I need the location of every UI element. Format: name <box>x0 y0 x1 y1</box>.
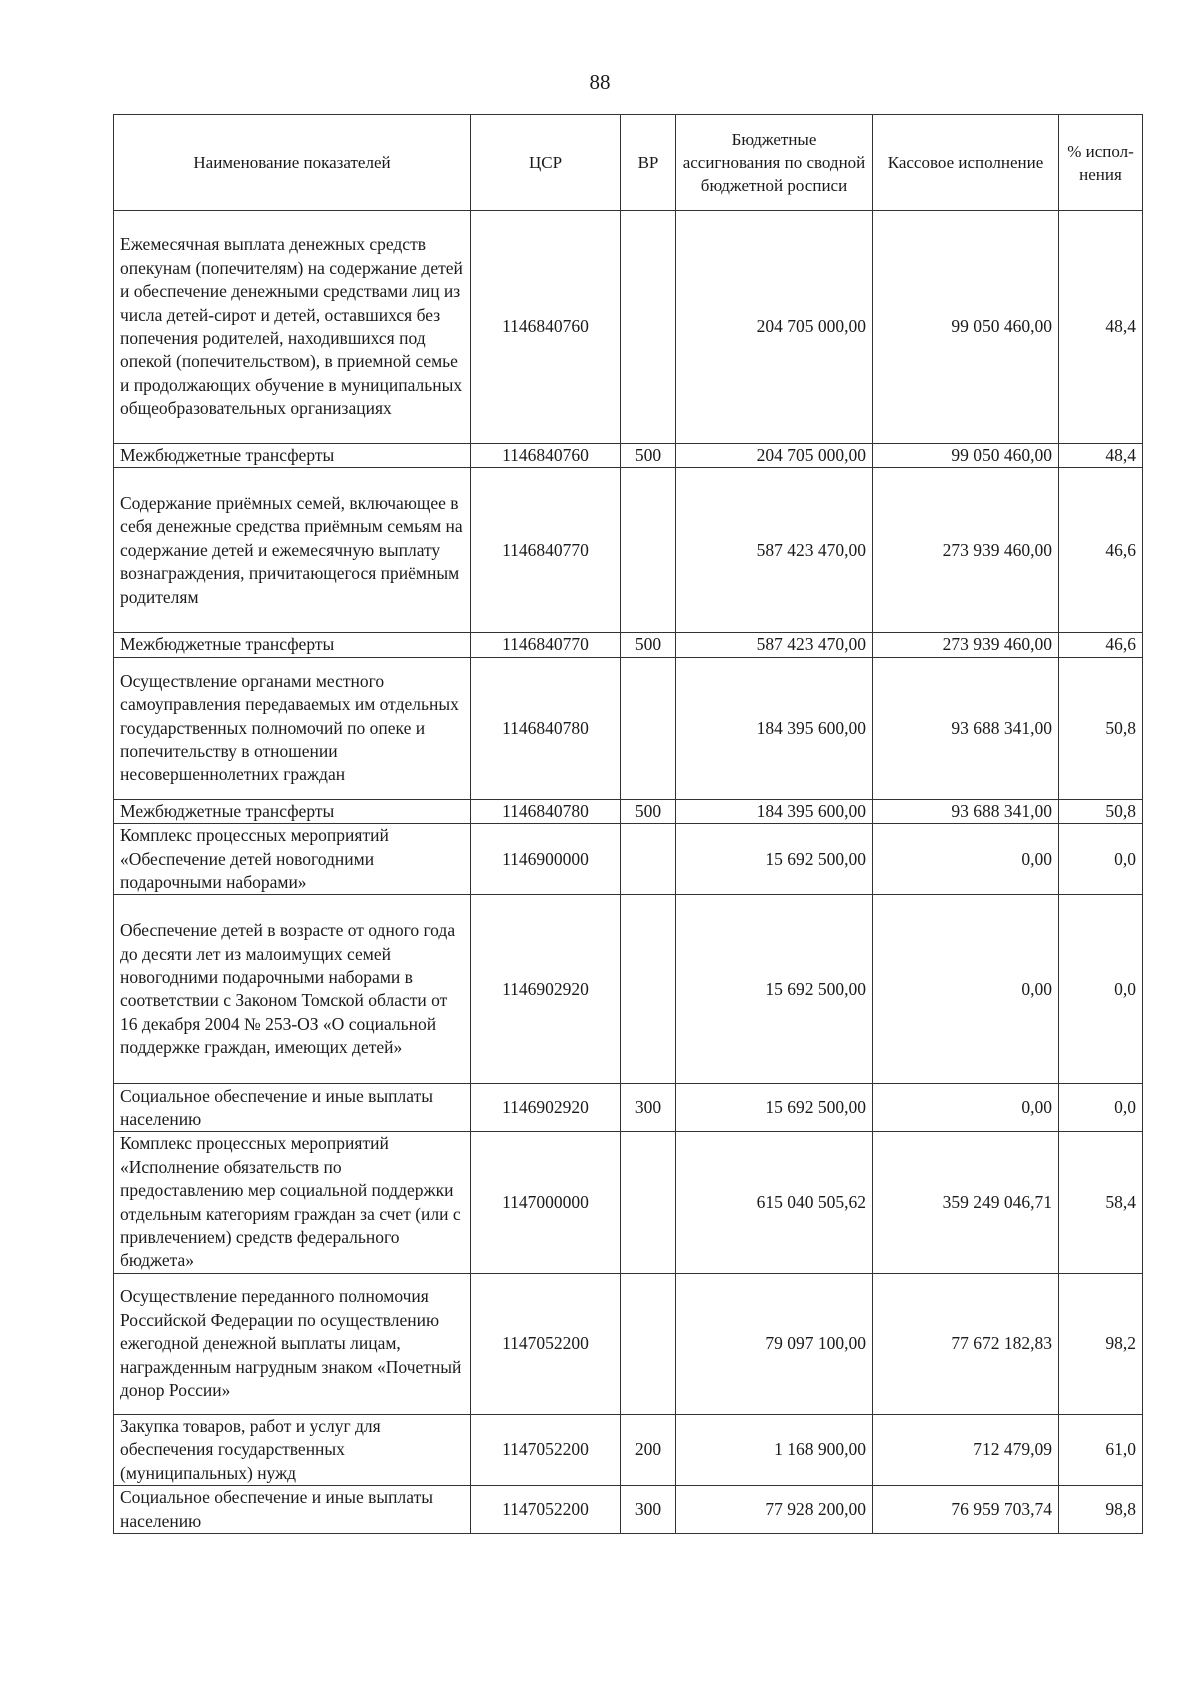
table-header-row <box>114 115 1143 211</box>
row-csr: 1146840760 <box>471 444 621 468</box>
row-cash: 359 249 046,71 <box>873 1132 1059 1273</box>
row-vr: 300 <box>621 1486 676 1534</box>
row-cash: 93 688 341,00 <box>873 657 1059 799</box>
row-csr: 1147000000 <box>471 1132 621 1273</box>
row-pct: 48,4 <box>1059 444 1143 468</box>
row-pct: 46,6 <box>1059 468 1143 633</box>
row-pct: 98,2 <box>1059 1273 1143 1414</box>
table-row <box>114 1486 1143 1534</box>
row-pct: 0,0 <box>1059 1084 1143 1132</box>
row-name: Обеспечение детей в возрасте от одного года до десяти лет из малоимущих семей новогодними подарочными наборами в соответствии с Законом Томской области от 16 декабря 2004 № 253-ОЗ «О социальной поддержке граждан, имеющих детей» <box>114 895 471 1084</box>
row-pct: 61,0 <box>1059 1414 1143 1485</box>
row-vr: 500 <box>621 799 676 823</box>
table-row <box>114 1414 1143 1485</box>
row-budget: 79 097 100,00 <box>676 1273 873 1414</box>
table-row <box>114 824 1143 895</box>
row-cash: 99 050 460,00 <box>873 211 1059 444</box>
row-budget: 15 692 500,00 <box>676 824 873 895</box>
row-cash: 76 959 703,74 <box>873 1486 1059 1534</box>
row-name: Комплекс процессных мероприятий «Обеспечение детей новогодними подарочными наборами» <box>114 824 471 895</box>
row-csr: 1146840780 <box>471 657 621 799</box>
page-number: 88 <box>589 70 611 94</box>
row-csr: 1146902920 <box>471 895 621 1084</box>
row-budget: 615 040 505,62 <box>676 1132 873 1273</box>
row-vr: 500 <box>621 633 676 657</box>
table-row <box>114 895 1143 1084</box>
row-vr <box>621 1273 676 1414</box>
row-name: Осуществление органами местного самоуправления передаваемых им отдельных государственных полномочий по опеке и попечительству в отношении несовершеннолетних граждан <box>114 657 471 799</box>
row-vr <box>621 468 676 633</box>
row-budget: 204 705 000,00 <box>676 211 873 444</box>
row-vr <box>621 657 676 799</box>
row-cash: 77 672 182,83 <box>873 1273 1059 1414</box>
row-name: Содержание приёмных семей, включающее в себя денежные средства приёмным семьям на содержание детей и ежемесячную выплату вознаграждения, причитающегося приёмным родителям <box>114 468 471 633</box>
row-name: Комплекс процессных мероприятий «Исполнение обязательств по предоставлению мер социальной поддержки отдельным категориям граждан за счет (или с привлечением) средств федерального бюджета» <box>114 1132 471 1273</box>
row-budget: 204 705 000,00 <box>676 444 873 468</box>
row-cash: 99 050 460,00 <box>873 444 1059 468</box>
table-row <box>114 1273 1143 1414</box>
row-name: Межбюджетные трансферты <box>114 633 471 657</box>
table-row <box>114 1084 1143 1132</box>
row-pct: 46,6 <box>1059 633 1143 657</box>
table-row <box>114 444 1143 468</box>
row-csr: 1147052200 <box>471 1414 621 1485</box>
row-name: Социальное обеспечение и иные выплаты населению <box>114 1084 471 1132</box>
row-csr: 1146840770 <box>471 468 621 633</box>
row-cash: 0,00 <box>873 1084 1059 1132</box>
row-cash: 0,00 <box>873 895 1059 1084</box>
header-vr: ВР <box>621 115 676 211</box>
row-vr <box>621 824 676 895</box>
row-budget: 15 692 500,00 <box>676 1084 873 1132</box>
row-csr: 1146840770 <box>471 633 621 657</box>
row-pct: 48,4 <box>1059 211 1143 444</box>
row-pct: 50,8 <box>1059 799 1143 823</box>
row-pct: 98,8 <box>1059 1486 1143 1534</box>
table-row <box>114 799 1143 823</box>
budget-execution-table <box>113 114 1143 1534</box>
header-name: Наименование показателей <box>114 115 471 211</box>
table-row <box>114 633 1143 657</box>
row-budget: 587 423 470,00 <box>676 468 873 633</box>
row-budget: 587 423 470,00 <box>676 633 873 657</box>
row-budget: 15 692 500,00 <box>676 895 873 1084</box>
row-vr: 500 <box>621 444 676 468</box>
row-name: Социальное обеспечение и иные выплаты населению <box>114 1486 471 1534</box>
row-cash: 273 939 460,00 <box>873 633 1059 657</box>
row-pct: 58,4 <box>1059 1132 1143 1273</box>
row-cash: 712 479,09 <box>873 1414 1059 1485</box>
row-pct: 0,0 <box>1059 895 1143 1084</box>
row-vr <box>621 1132 676 1273</box>
row-csr: 1146900000 <box>471 824 621 895</box>
table-row <box>114 1132 1143 1273</box>
header-cash: Кассовое исполнение <box>873 115 1059 211</box>
table-row <box>114 657 1143 799</box>
row-budget: 77 928 200,00 <box>676 1486 873 1534</box>
header-budget: Бюджетные ассигнования по сводной бюджетной росписи <box>676 115 873 211</box>
row-csr: 1146840780 <box>471 799 621 823</box>
row-budget: 1 168 900,00 <box>676 1414 873 1485</box>
row-vr <box>621 211 676 444</box>
row-csr: 1147052200 <box>471 1486 621 1534</box>
row-budget: 184 395 600,00 <box>676 657 873 799</box>
table-body <box>114 211 1143 1534</box>
row-vr: 300 <box>621 1084 676 1132</box>
row-cash: 93 688 341,00 <box>873 799 1059 823</box>
row-cash: 273 939 460,00 <box>873 468 1059 633</box>
row-csr: 1146840760 <box>471 211 621 444</box>
row-name: Закупка товаров, работ и услуг для обеспечения государственных (муниципальных) нужд <box>114 1414 471 1485</box>
table-row <box>114 468 1143 633</box>
row-name: Межбюджетные трансферты <box>114 799 471 823</box>
row-cash: 0,00 <box>873 824 1059 895</box>
row-vr <box>621 895 676 1084</box>
row-pct: 0,0 <box>1059 824 1143 895</box>
row-csr: 1147052200 <box>471 1273 621 1414</box>
table-row <box>114 211 1143 444</box>
row-name: Межбюджетные трансферты <box>114 444 471 468</box>
header-pct: % испол-нения <box>1059 115 1143 211</box>
row-csr: 1146902920 <box>471 1084 621 1132</box>
row-name: Ежемесячная выплата денежных средств опекунам (попечителям) на содержание детей и обеспечение денежными средствами лиц из числа детей-сирот и детей, оставшихся без попечения родителей, находившихся под опекой (попечительством), в приемной семье и продолжающих обучение в муниципальных общеобразовательных организациях <box>114 211 471 444</box>
row-budget: 184 395 600,00 <box>676 799 873 823</box>
row-vr: 200 <box>621 1414 676 1485</box>
row-name: Осуществление переданного полномочия Российской Федерации по осуществлению ежегодной денежной выплаты лицам, награжденным нагрудным знаком «Почетный донор России» <box>114 1273 471 1414</box>
row-pct: 50,8 <box>1059 657 1143 799</box>
header-csr: ЦСР <box>471 115 621 211</box>
